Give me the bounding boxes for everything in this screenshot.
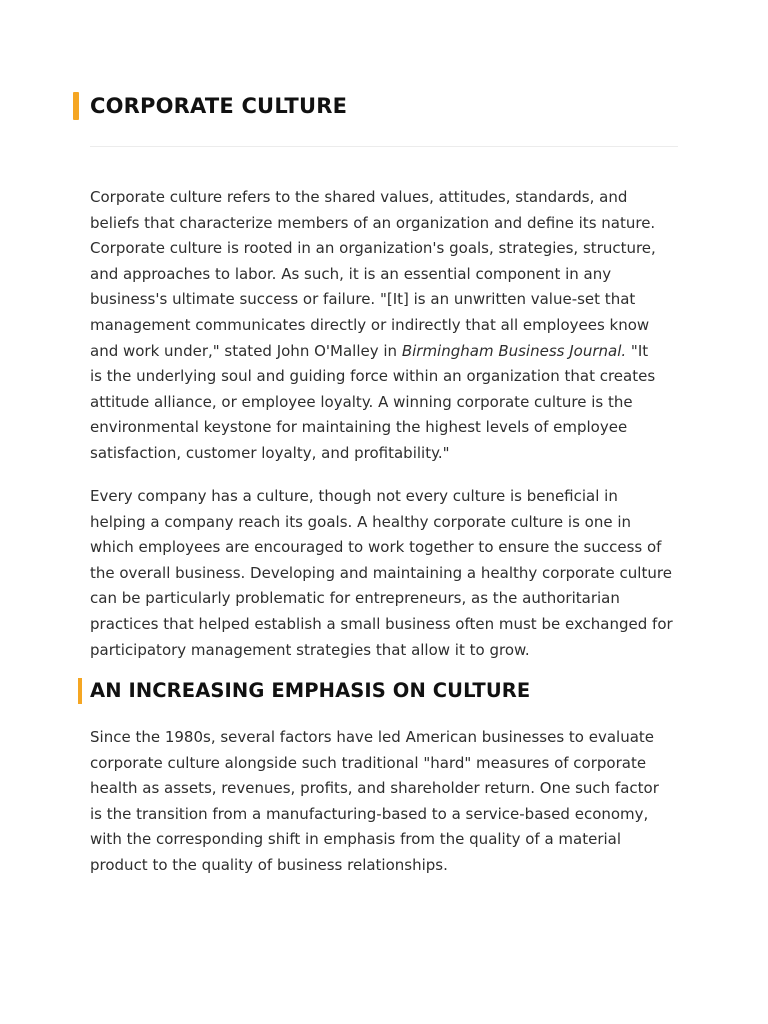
title-accent-bar	[73, 92, 79, 120]
paragraph-intro	[90, 185, 690, 467]
line-text: "It	[626, 341, 649, 360]
paragraph-emphasis	[90, 725, 690, 879]
section-heading: AN INCREASING EMPHASIS ON CULTURE	[90, 679, 531, 702]
paragraph-line: is the underlying soul and guiding force within an organization that creates	[90, 367, 656, 386]
paragraph-line: business's ultimate success or failure. "[It] is an unwritten value-set that	[90, 290, 636, 309]
paragraph-line: satisfaction, customer loyalty, and profitability."	[90, 443, 450, 462]
title-block	[73, 92, 347, 120]
paragraph-line: practices that helped establish a small business often must be exchanged for	[90, 614, 673, 633]
paragraph-line: Corporate culture refers to the shared values, attitudes, standards, and	[90, 188, 628, 206]
paragraph-line: corporate culture alongside such traditional "hard" measures of corporate	[90, 753, 647, 772]
paragraph-line: with the corresponding shift in emphasis from the quality of a material	[90, 830, 622, 849]
paragraph-line: the overall business. Developing and maintaining a healthy corporate culture	[90, 563, 672, 582]
paragraph-line: environmental keystone for maintaining the highest levels of employee	[90, 418, 628, 437]
paragraph-line: which employees are encouraged to work together to ensure the success of	[90, 538, 662, 557]
paragraph-line	[90, 339, 690, 365]
page-title: CORPORATE CULTURE	[90, 94, 348, 118]
paragraph-line: product to the quality of business relationships.	[90, 855, 448, 874]
line-text: and work under," stated John O'Malley in	[90, 341, 402, 360]
paragraph-line: and approaches to labor. As such, it is an essential component in any	[90, 264, 612, 283]
paragraph-line: is the transition from a manufacturing-based to a service-based economy,	[90, 804, 649, 823]
paragraph-line: helping a company reach its goals. A healthy corporate culture is one in	[90, 512, 632, 531]
source-citation: Birmingham Business Journal.	[401, 341, 627, 360]
title-divider	[90, 146, 678, 147]
paragraph-line: health as assets, revenues, profits, and shareholder return. One such factor	[90, 779, 659, 798]
paragraph-line: Every company has a culture, though not every culture is beneficial in	[90, 487, 618, 505]
paragraph-line: participatory management strategies that allow it to grow.	[90, 640, 530, 659]
paragraph-line: attitude alliance, or employee loyalty. A winning corporate culture is the	[90, 392, 633, 411]
paragraph-line: beliefs that characterize members of an organization and define its nature.	[90, 213, 656, 232]
section-accent-bar	[78, 678, 82, 704]
paragraph-culture	[90, 484, 690, 663]
paragraph-line: Corporate culture is rooted in an organization's goals, strategies, structure,	[90, 239, 656, 258]
paragraph-line: management communicates directly or indirectly that all employees know	[90, 315, 650, 334]
paragraph-line: Since the 1980s, several factors have led American businesses to evaluate	[90, 728, 655, 746]
paragraph-line: can be particularly problematic for entrepreneurs, as the authoritarian	[90, 589, 620, 608]
section-heading-block	[78, 678, 530, 704]
